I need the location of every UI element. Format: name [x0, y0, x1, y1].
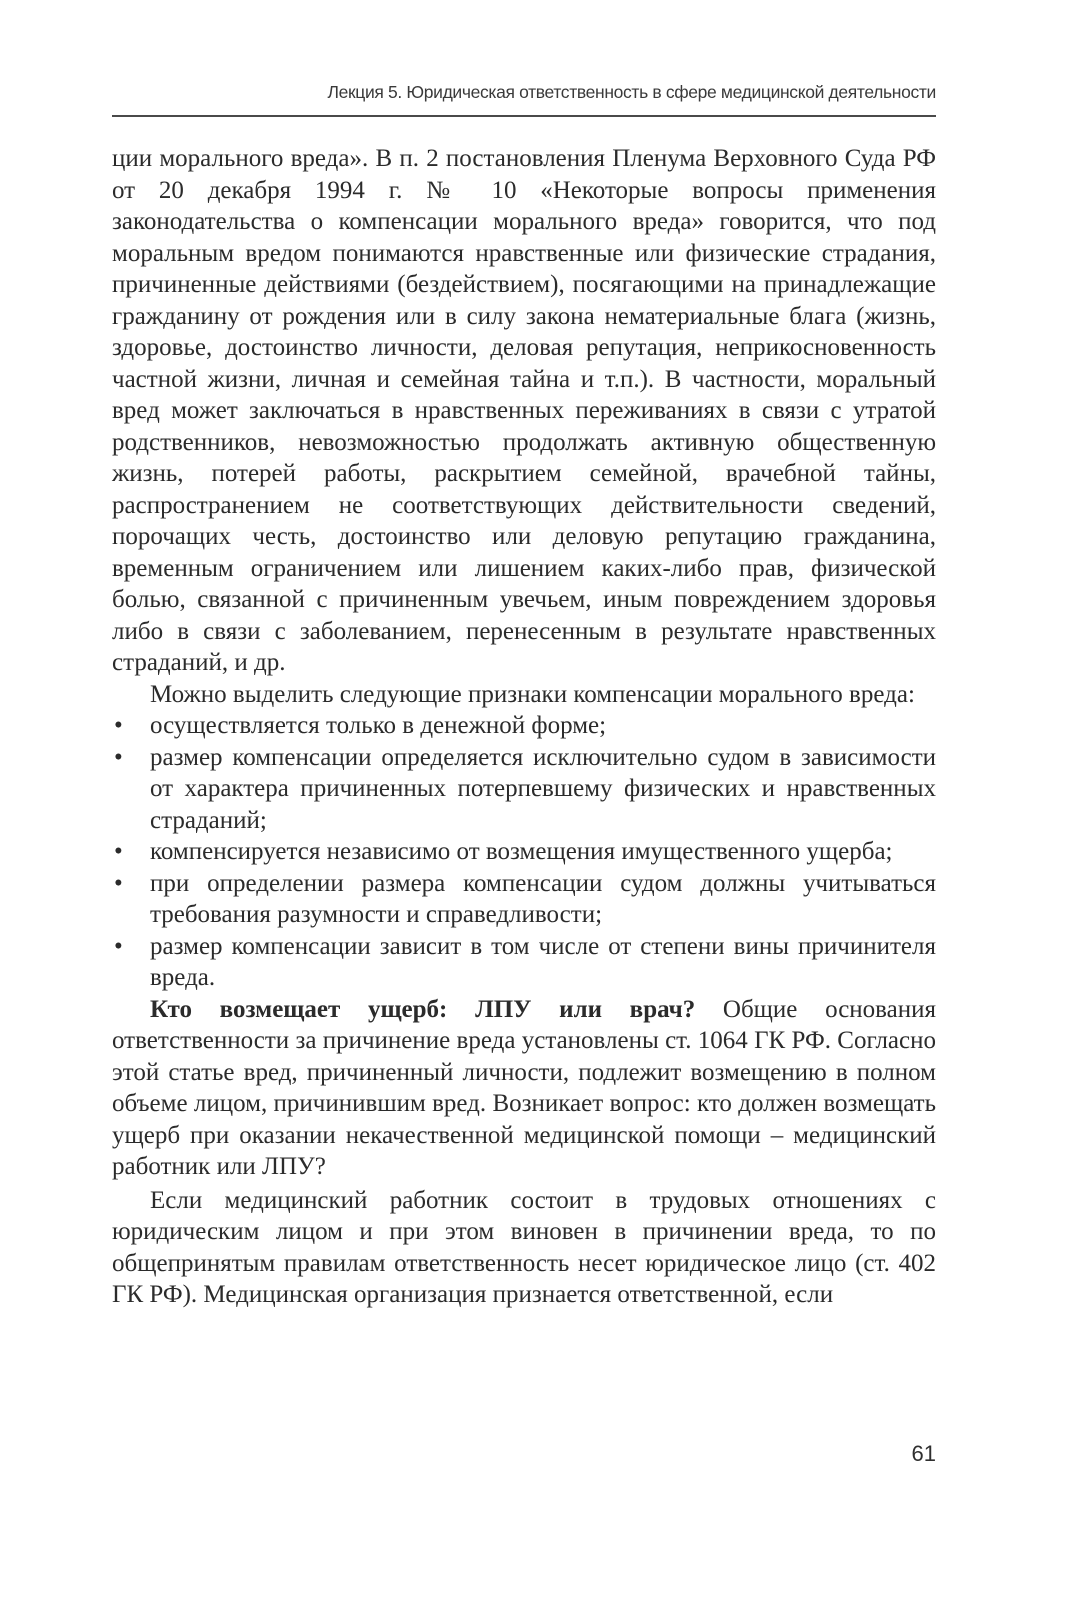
list-item: [112, 710, 936, 742]
bullet-icon: •: [114, 932, 123, 960]
bullet-icon: •: [114, 712, 123, 739]
list-item: [112, 836, 936, 868]
paragraph-employer-liability: Если медицинский работник состоит в трудовых отношениях с юридическим лицом и при этом виновен в причинении вреда, то по общепринятым правилам ответственность несет юридическое лицо (ст. 402 ГК РФ). Медицинская организация признается ответственной, если: [112, 1186, 936, 1308]
section-lead-heading: Кто возмещает ущерб: ЛПУ или врач?: [150, 995, 696, 1023]
paragraph-who-compensates: [112, 994, 936, 1183]
page-body: [112, 143, 936, 1311]
header-divider: [112, 115, 936, 117]
bullet-icon: •: [114, 743, 123, 771]
list-item-text: размер компенсации зависит в том числе от степени вины причинителя вреда.: [150, 932, 936, 991]
list-item: [112, 868, 936, 931]
compensation-features-list: [112, 710, 936, 994]
list-item-text: при определении размера компенсации судом должны учитываться требования разумности и справедливости;: [150, 869, 936, 928]
running-header: Лекция 5. Юридическая ответственность в сфере медицинской деятельности: [327, 82, 936, 102]
list-item: [112, 931, 936, 994]
list-item-text: размер компенсации определяется исключительно судом в зависимости от характера причиненных потерпевшему физических и нравственных страданий;: [150, 743, 936, 834]
list-item: [112, 742, 936, 837]
bullet-icon: •: [114, 869, 123, 897]
paragraph-compensation-features-intro: Можно выделить следующие признаки компенсации морального вреда:: [150, 680, 915, 708]
page-number: 61: [911, 1441, 936, 1466]
list-item-text: компенсируется независимо от возмещения имущественного ущерба;: [150, 838, 893, 865]
list-item-text: осуществляется только в денежной форме;: [150, 712, 607, 739]
paragraph-moral-harm-definition: ции морального вреда». В п. 2 постановления Пленума Верховного Суда РФ от 20 декабря 1994 г. № 10 «Некоторые вопросы применения законодательства о компенсации морального вреда» говорится, что под моральным вредом понимаются нравственные или физические страдания, причиненные действиями (бездействием), посягающими на принадлежащие гражданину от рождения или в силу закона нематериальные блага (жизнь, здоровье, достоинство личности, деловая репутация, неприкосновенность частной жизни, личная и семейная тайна и т.п.). В частности, моральный вред может заключаться в нравственных переживаниях в связи с утратой родственников, невозможностью продолжать активную общественную жизнь, потерей работы, раскрытием семейной, врачебной тайны, распространением не соответствующих действительности сведений, порочащих честь, достоинство или деловую репутацию гражданина, временным ограничением или лишением каких-либо прав, физической болью, связанной с причиненным увечьем, иным повреждением здоровья либо в связи с заболеванием, перенесенным в результате нравственных страданий, и др.: [112, 145, 936, 676]
paragraph-text: Общие основания ответственности за причинение вреда установлены ст. 1064 ГК РФ. Согласно этой статье вред, причиненный личности, подлежит возмещению в полном объеме лицом, причинившим вред. Возникает вопрос: кто должен возмещать ущерб при оказании некачественной медицинской помощи – медицинский работник или ЛПУ?: [112, 995, 936, 1180]
bullet-icon: •: [114, 838, 123, 865]
